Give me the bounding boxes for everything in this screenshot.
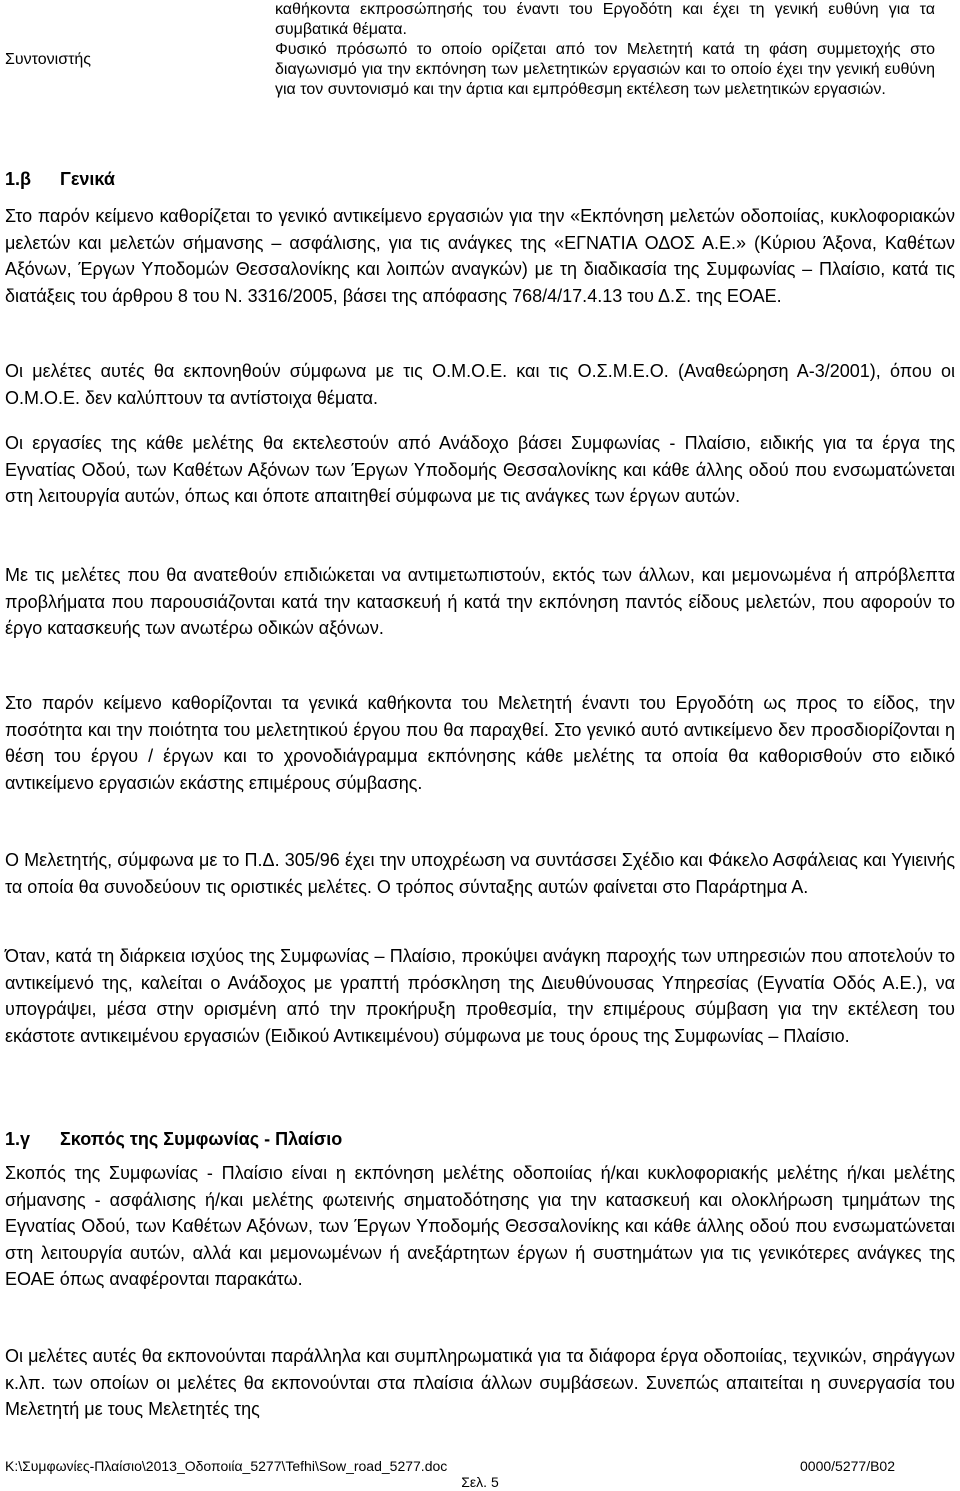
paragraph: Σκοπός της Συμφωνίας - Πλαίσιο είναι η εκπόνηση μελέτης οδοποιίας ή/και κυκλοφοριακής μελέτης ή/και μελέτης σήμανσης - ασφάλισης ή/και μελέτης φωτεινής σηματοδότησης για την κατασκευή και ολοκλήρωση τμημάτων της Εγνατίας Οδού, των Καθέτων Αξόνων, των Έργων Υποδομής Θεσσαλονίκης και κάθε άλλης οδού που ενσωματώνεται στη λειτουργία αυτών, αλλά και μεμονωμένων ή ανεξάρτητων έργων ή συστημάτων για τις γενικότερες ανάγκες της ΕΟΑΕ όπως αναφέρονται παρακάτω.: [5, 1163, 955, 1289]
paragraph: Με τις μελέτες που θα ανατεθούν επιδιώκεται να αντιμετωπιστούν, εκτός των άλλων, και μεμονωμένα ή απρόβλεπτα προβλήματα που παρουσιάζονται κατά την κατασκευή ή κατά την εκπόνηση παντός είδους μελετών, που αφορούν το έργο κατασκευής των ανωτέρω οδικών αξόνων.: [5, 565, 955, 638]
section-number: 1.β: [5, 169, 31, 189]
paragraph: Ο Μελετητής, σύμφωνα με το Π.Δ. 305/96 έχει την υποχρέωση να συντάσσει Σχέδιο και Φάκελο Ασφάλειας και Υγιεινής τα οποία θα συνοδεύουν τις οριστικές μελέτες. Ο τρόπος σύνταξης αυτών φαίνεται στο Παράρτημα Α.: [5, 850, 955, 897]
definition-text: Φυσικό πρόσωπό το οποίο ορίζεται από τον Μελετητή κατά τη φάση συμμετοχής στο διαγωνισμό για την εκπόνηση των μελετητικών εργασιών και το οποίο έχει την γενική ευθύνη για τον συντονισμό και την άρτια και εμπρόθεσμη εκτέλεση των μελετητικών εργασιών.: [275, 41, 935, 98]
paragraph: Οι μελέτες αυτές θα εκπονούνται παράλληλα και συμπληρωματικά για τα διάφορα έργα οδοποιίας, τεχνικών, σηράγγων κ.λπ. των οποίων οι μελέτες θα εκπονούνται στα πλαίσια άλλων συμβάσεων. Συνεπώς απαιτείται η συνεργασία του Μελετητή με τους Μελετητές της: [5, 1346, 955, 1419]
definition-text: καθήκοντα εκπροσώπησής του έναντι του Εργοδότη και έχει τη γενική ευθύνη για τα συμβατικά θέματα.: [275, 1, 935, 38]
paragraph: Οι εργασίες της κάθε μελέτης θα εκτελεστούν από Ανάδοχο βάσει Συμφωνίας - Πλαίσιο, ειδικής για τα έργα της Εγνατίας Οδού, των Καθέτων Αξόνων των Έργων Υποδομής Θεσσαλονίκης και κάθε άλλης οδού που ενσωματώνεται στη λειτουργία αυτών, όπως και όποτε απαιτηθεί σύμφωνα με τις ανάγκες των έργων αυτών.: [5, 433, 955, 506]
section-title: Σκοπός της Συμφωνίας - Πλαίσιο: [60, 1129, 343, 1149]
definition-row: [0, 40, 960, 100]
paragraph: Στο παρόν κείμενο καθορίζεται το γενικό αντικείμενο εργασιών για την «Εκπόνηση μελετών οδοποιίας, κυκλοφοριακών μελετών και μελετών σήμανσης – ασφάλισης, για τις ανάγκες της «ΕΓΝΑΤΙΑ ΟΔΟΣ Α.Ε.» (Κύριου Άξονα, Καθέτων Αξόνων, Έργων Υποδομών Θεσσαλονίκης και λοιπών αναγκών) με τη διαδικασία της Συμφωνίας – Πλαίσιο, κατά τις διατάξεις του άρθρου 8 του Ν. 3316/2005, βάσει της απόφασης 768/4/17.4.13 του Δ.Σ. της ΕΟΑΕ.: [5, 206, 955, 306]
section-number: 1.γ: [5, 1129, 31, 1149]
footer-document-code: 0000/5277/B02: [800, 1458, 895, 1474]
paragraph: Στο παρόν κείμενο καθορίζονται τα γενικά καθήκοντα του Μελετητή έναντι του Εργοδότη ως προς το είδος, την ποσότητα και την ποιότητα του μελετητικού έργου που θα παραχθεί. Στο γενικό αυτό αντικείμενο δεν προσδιορίζονται η θέση του έργου / έργων και το χρονοδιάγραμμα εκπόνησης κάθε μελέτης τα οποία θα καθορισθούν στο ειδικό αντικείμενο εργασιών εκάστης επιμέρους σύμβασης.: [5, 693, 955, 793]
section-heading: [5, 168, 115, 190]
paragraph: Οι μελέτες αυτές θα εκπονηθούν σύμφωνα με τις Ο.Μ.Ο.Ε. και τις Ο.Σ.Μ.Ε.Ο. (Αναθεώρηση Α-3/2001), όπου οι Ο.Μ.Ο.Ε. δεν καλύπτουν τα αντίστοιχα θέματα.: [5, 361, 955, 408]
definition-term: Συντονιστής: [5, 51, 91, 68]
footer-file-path: K:\Συμφωνίες-Πλαίσιο\2013_Οδοποιία_5277\Tefhi\Sow_road_5277.doc: [5, 1458, 448, 1474]
definitions-table: [0, 0, 960, 100]
section-heading: [5, 1128, 342, 1150]
page-number: Σελ. 5: [461, 1474, 499, 1490]
definition-term: [0, 0, 275, 40]
section-title: Γενικά: [60, 169, 115, 189]
definition-row: [0, 0, 960, 40]
paragraph: Όταν, κατά τη διάρκεια ισχύος της Συμφωνίας – Πλαίσιο, προκύψει ανάγκη παροχής των υπηρεσιών που αποτελούν το αντικείμενό της, καλείται ο Ανάδοχος με γραπτή πρόσκληση της Διευθύνουσας Υπηρεσίας (Εγνατία Οδός Α.Ε.), να υπογράψει, μέσα στην ορισμένη από την προκήρυξη προθεσμία, την επιμέρους σύμβαση για την εκτέλεση του εκάστοτε αντικειμένου εργασιών (Ειδικού Αντικειμένου) σύμφωνα με τους όρους της Συμφωνίας – Πλαίσιο.: [5, 946, 955, 1046]
